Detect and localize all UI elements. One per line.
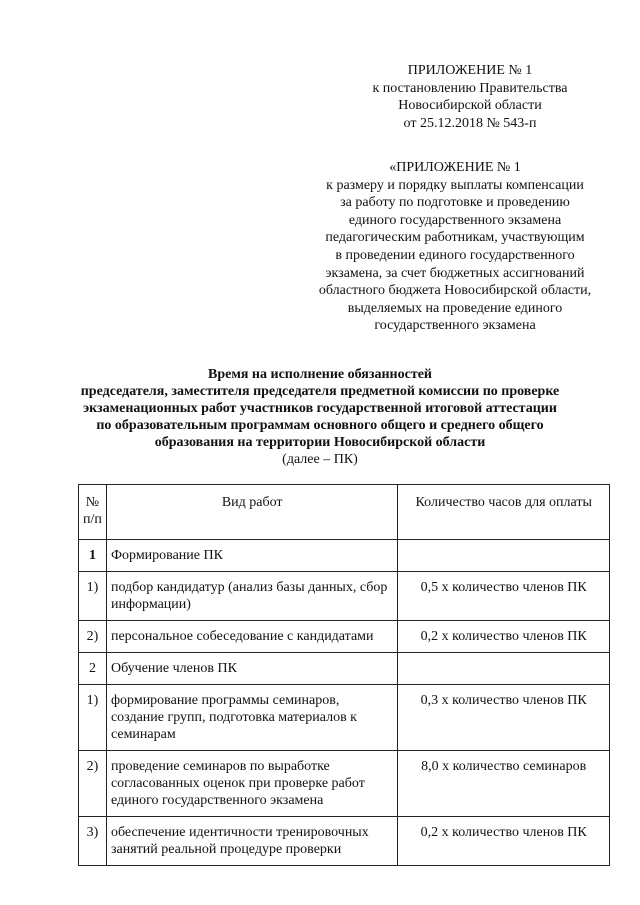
row-num: 1: [79, 540, 107, 572]
table-row: [79, 540, 610, 572]
row-work: персональное собеседование с кандидатами: [106, 621, 397, 653]
row-num: 2): [79, 751, 107, 817]
title-line: Время на исполнение обязанностей: [207, 367, 432, 382]
table-row: [79, 685, 610, 751]
header-work: Вид работ: [106, 485, 397, 540]
row-num: 3): [79, 817, 107, 866]
row-num: 1): [79, 685, 107, 751]
row-work: Обучение членов ПК: [106, 653, 397, 685]
row-num: 2): [79, 621, 107, 653]
annex-line: к постановлению Правительства: [372, 80, 568, 96]
row-qty: 0,2 х количество членов ПК: [398, 817, 610, 866]
row-qty: 0,3 х количество членов ПК: [398, 685, 610, 751]
annex-inner-line: педагогическим работникам, участвующим: [325, 230, 585, 246]
annex-inner-line: в проведении единого государственного: [335, 247, 575, 263]
row-num: 1): [79, 572, 107, 621]
row-work: подбор кандидатур (анализ базы данных, сбор информации): [106, 572, 397, 621]
table-row: [79, 572, 610, 621]
table-row: [79, 653, 610, 685]
annex-reference: [370, 62, 570, 132]
table-row: [79, 751, 610, 817]
hours-table: [78, 484, 610, 866]
row-qty: 0,5 х количество членов ПК: [398, 572, 610, 621]
annex-inner-line: единого государственного экзамена: [348, 212, 562, 228]
table-row: [79, 817, 610, 866]
title-line: председателя, заместителя председателя предметной комиссии по проверке: [80, 384, 560, 399]
annex-line: от 25.12.2018 № 543-п: [403, 115, 537, 131]
row-work: проведение семинаров по выработке согласованных оценок при проверке работ единого государственного экзамена: [106, 751, 397, 817]
table-row: [79, 621, 610, 653]
annex-inner-line: государственного экзамена: [374, 318, 536, 334]
row-work: формирование программы семинаров, создание групп, подготовка материалов к семинарам: [106, 685, 397, 751]
annex-inner-reference: [300, 159, 610, 335]
header-qty: Количество часов для оплаты: [398, 485, 610, 540]
annex-line: ПРИЛОЖЕНИЕ № 1: [407, 63, 533, 78]
document-title: [70, 366, 570, 468]
row-num: 2: [79, 653, 107, 685]
title-line: по образовательным программам основного общего и среднего общего: [96, 418, 544, 433]
row-qty: 0,2 х количество членов ПК: [398, 621, 610, 653]
title-line: экзаменационных работ участников государственной итоговой аттестации: [83, 401, 557, 416]
row-qty: [398, 653, 610, 685]
title-note: (далее – ПК): [282, 452, 358, 467]
annex-line: Новосибирской области: [398, 98, 542, 113]
title-line: образования на территории Новосибирской области: [154, 435, 486, 450]
annex-inner-line: «ПРИЛОЖЕНИЕ № 1: [389, 160, 521, 175]
row-qty: [398, 540, 610, 572]
annex-inner-line: к размеру и порядку выплаты компенсации: [326, 177, 584, 193]
row-work: Формирование ПК: [106, 540, 397, 572]
row-qty: 8,0 х количество семинаров: [398, 751, 610, 817]
annex-inner-line: выделяемых на проведение единого: [347, 300, 563, 316]
row-work: обеспечение идентичности тренировочных занятий реальной процедуре проверки: [106, 817, 397, 866]
annex-inner-line: экзамена, за счет бюджетных ассигнований: [325, 265, 585, 281]
annex-inner-line: областного бюджета Новосибирской области,: [318, 283, 592, 299]
annex-inner-line: за работу по подготовке и проведению: [340, 195, 570, 211]
table-header-row: [79, 485, 610, 540]
header-num: № п/п: [79, 485, 107, 540]
